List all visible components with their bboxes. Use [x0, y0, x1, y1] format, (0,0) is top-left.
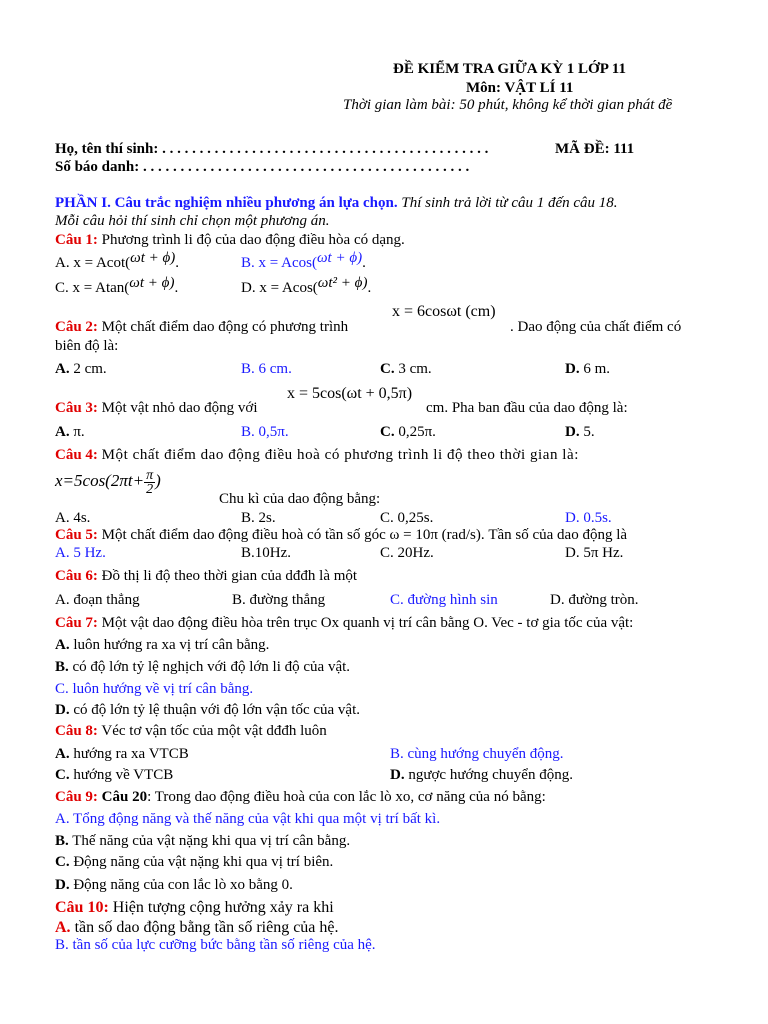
question-8: [55, 722, 327, 741]
question-1-text: Phương trình li độ của dao động điều hòa có dạng.: [101, 232, 405, 248]
part1-instruction-2: Mỗi câu hỏi thí sinh chỉ chọn một phương án.: [55, 213, 330, 229]
question-6: [55, 567, 357, 586]
question-1-label: Câu 1:: [55, 232, 98, 248]
q1-option-c-arg: ωt + ϕ): [129, 275, 175, 291]
question-5: [55, 526, 627, 545]
q2-equation: x = 6cosωt (cm): [392, 303, 496, 320]
q8-option-c: C. hướng về VTCB: [55, 767, 174, 783]
q10-option-a: A. tần số dao động bằng tần số riêng của hệ.: [55, 919, 339, 936]
q8-option-d: D. ngược hướng chuyển động.: [390, 767, 573, 783]
q5-option-d: D. 5π Hz.: [565, 545, 624, 561]
part1-heading-line: [55, 194, 618, 213]
question-3-text: Một vật nhỏ dao động với: [101, 400, 258, 416]
question-5-label: Câu 5:: [55, 527, 98, 543]
question-4-text: Một chất điểm dao động điều hoà có phương trình li độ theo thời gian là:: [101, 447, 579, 463]
question-10-label: Câu 10:: [55, 899, 109, 916]
q1-option-c: C. x = Atan(ωt + ϕ).: [55, 275, 179, 296]
q2-option-a: A. 2 cm.: [55, 361, 107, 377]
q9-option-c: C. Động năng của vật nặng khi qua vị trí biên.: [55, 854, 334, 870]
question-5-text: Một chất điểm dao động điều hoà có tần số góc ω = 10π (rad/s). Tần số của dao động là: [101, 527, 628, 543]
q1-option-d: D. x = Acos(ωt² + ϕ).: [241, 275, 372, 296]
question-7-label: Câu 7:: [55, 615, 98, 631]
q5-option-a: A. 5 Hz.: [55, 545, 106, 561]
q3-option-a: A. π.: [55, 424, 85, 440]
q1-option-b: B. x = Acos(ωt + ϕ).: [241, 250, 366, 271]
q7-option-c: C. luôn hướng về vị trí cân bằng.: [55, 681, 254, 697]
question-7: [55, 614, 633, 633]
q6-option-c: C. đường hình sin: [390, 592, 498, 608]
question-4-label: Câu 4:: [55, 447, 98, 463]
q9-option-a: A. Tổng động năng và thế năng của vật khi qua một vị trí bất kì.: [55, 811, 441, 827]
q4-option-b: B. 2s.: [241, 510, 276, 526]
q3-option-c: C. 0,25π.: [380, 424, 436, 440]
question-3-label: Câu 3:: [55, 400, 98, 416]
q9-option-b: B. Thế năng của vật nặng khi qua vị trí cân bằng.: [55, 833, 351, 849]
question-3: [55, 399, 258, 418]
q2-option-d: D. 6 m.: [565, 361, 611, 377]
q2-option-b: B. 6 cm.: [241, 361, 292, 377]
q5-option-b: B.10Hz.: [241, 545, 291, 561]
question-10-text: Hiện tượng cộng hưởng xảy ra khi: [112, 899, 334, 916]
student-name-label: Họ, tên thí sinh:: [55, 141, 159, 157]
question-2-text: Một chất điểm dao động có phương trình: [101, 319, 349, 335]
question-10: [55, 898, 334, 917]
q3-option-b: B. 0,5π.: [241, 424, 289, 440]
exam-time: Thời gian làm bài: 50 phút, không kể thời gian phát đề: [343, 97, 673, 113]
question-2-text-cont2: biên độ là:: [55, 338, 119, 354]
q9-option-d: D. Động năng của con lắc lò xo bằng 0.: [55, 877, 293, 893]
q4-equation: x=5cos(2πt+ $\frac{\pi}{2}$ ): [55, 467, 161, 497]
q6-option-b: B. đường thẳng: [232, 592, 326, 608]
q7-option-b: B. có độ lớn tỷ lệ nghịch với độ lớn li độ của vật.: [55, 659, 351, 675]
student-id-dots: . . . . . . . . . . . . . . . . . . . . . . . . . . . . . . . . . . . . . . . . . . . .: [142, 159, 470, 175]
question-9: [55, 788, 546, 807]
q8-option-b: B. cùng hướng chuyển động.: [390, 746, 564, 762]
q4-option-c: C. 0,25s.: [380, 510, 434, 526]
q1-option-b-arg: ωt + ϕ): [316, 250, 363, 266]
question-1: [55, 231, 405, 250]
student-name-line: [55, 140, 488, 159]
question-7-text: Một vật dao động điều hòa trên trục Ox quanh vị trí cân bằng O. Vec - tơ gia tốc của vật:: [101, 615, 634, 631]
student-id-line: [55, 158, 469, 177]
q6-option-d: D. đường tròn.: [550, 592, 639, 608]
question-8-text: Véc tơ vận tốc của một vật dđđh luôn: [101, 723, 327, 739]
exam-subject: Môn: VẬT LÍ 11: [466, 80, 574, 96]
question-9-sublabel: Câu 20: [101, 789, 148, 805]
q3-equation: x = 5cos(ωt + 0,5π): [287, 385, 413, 402]
question-2: [55, 318, 348, 337]
question-6-text: Đồ thị li độ theo thời gian của dđđh là một: [101, 568, 358, 584]
question-4: [55, 446, 705, 465]
student-name-dots: . . . . . . . . . . . . . . . . . . . . . . . . . . . . . . . . . . . . . . . . . . . .: [162, 141, 489, 157]
question-2-label: Câu 2:: [55, 319, 98, 335]
q4-option-a: A. 4s.: [55, 510, 91, 526]
question-6-label: Câu 6:: [55, 568, 98, 584]
q2-option-c: C. 3 cm.: [380, 361, 432, 377]
question-9-label: Câu 9:: [55, 789, 98, 805]
q7-option-a: A. luôn hướng ra xa vị trí cân bằng.: [55, 637, 270, 653]
part1-instruction-1: Thí sinh trả lời từ câu 1 đến câu 18.: [401, 195, 618, 211]
q1-option-a: A. x = Acot(ωt + ϕ).: [55, 250, 180, 271]
student-id-label: Số báo danh:: [55, 159, 140, 175]
q6-option-a: A. đoạn thẳng: [55, 592, 140, 608]
q1-option-a-arg: ωt + ϕ): [130, 250, 176, 266]
q4-fraction: $\frac{\pi}{2}$: [146, 467, 154, 497]
exam-title: ĐỀ KIỂM TRA GIỮA KỲ 1 LỚP 11: [393, 61, 626, 77]
q5-option-c: C. 20Hz.: [380, 545, 434, 561]
part1-heading: PHẦN I. Câu trắc nghiệm nhiều phương án lựa chọn.: [55, 195, 398, 211]
question-9-text: : Trong dao động điều hoà của con lắc lò xo, cơ năng của nó bằng:: [147, 789, 546, 805]
question-2-text-cont: . Dao động của chất điểm có: [510, 319, 682, 335]
question-8-label: Câu 8:: [55, 723, 98, 739]
q10-option-b: B. tần số của lực cưỡng bức bằng tần số riêng của hệ.: [55, 937, 376, 953]
question-3-text-cont: cm. Pha ban đầu của dao động là:: [426, 400, 628, 416]
q8-option-a: A. hướng ra xa VTCB: [55, 746, 189, 762]
exam-code: MÃ ĐỀ: 111: [555, 141, 635, 157]
q3-option-d: D. 5.: [565, 424, 595, 440]
q4-option-d: D. 0.5s.: [565, 510, 612, 526]
question-4-text-cont: Chu kì của dao động bằng:: [219, 491, 381, 507]
q1-option-d-arg: ωt² + ϕ): [317, 275, 368, 291]
q7-option-d: D. có độ lớn tỷ lệ thuận với độ lớn vận tốc của vật.: [55, 702, 360, 718]
